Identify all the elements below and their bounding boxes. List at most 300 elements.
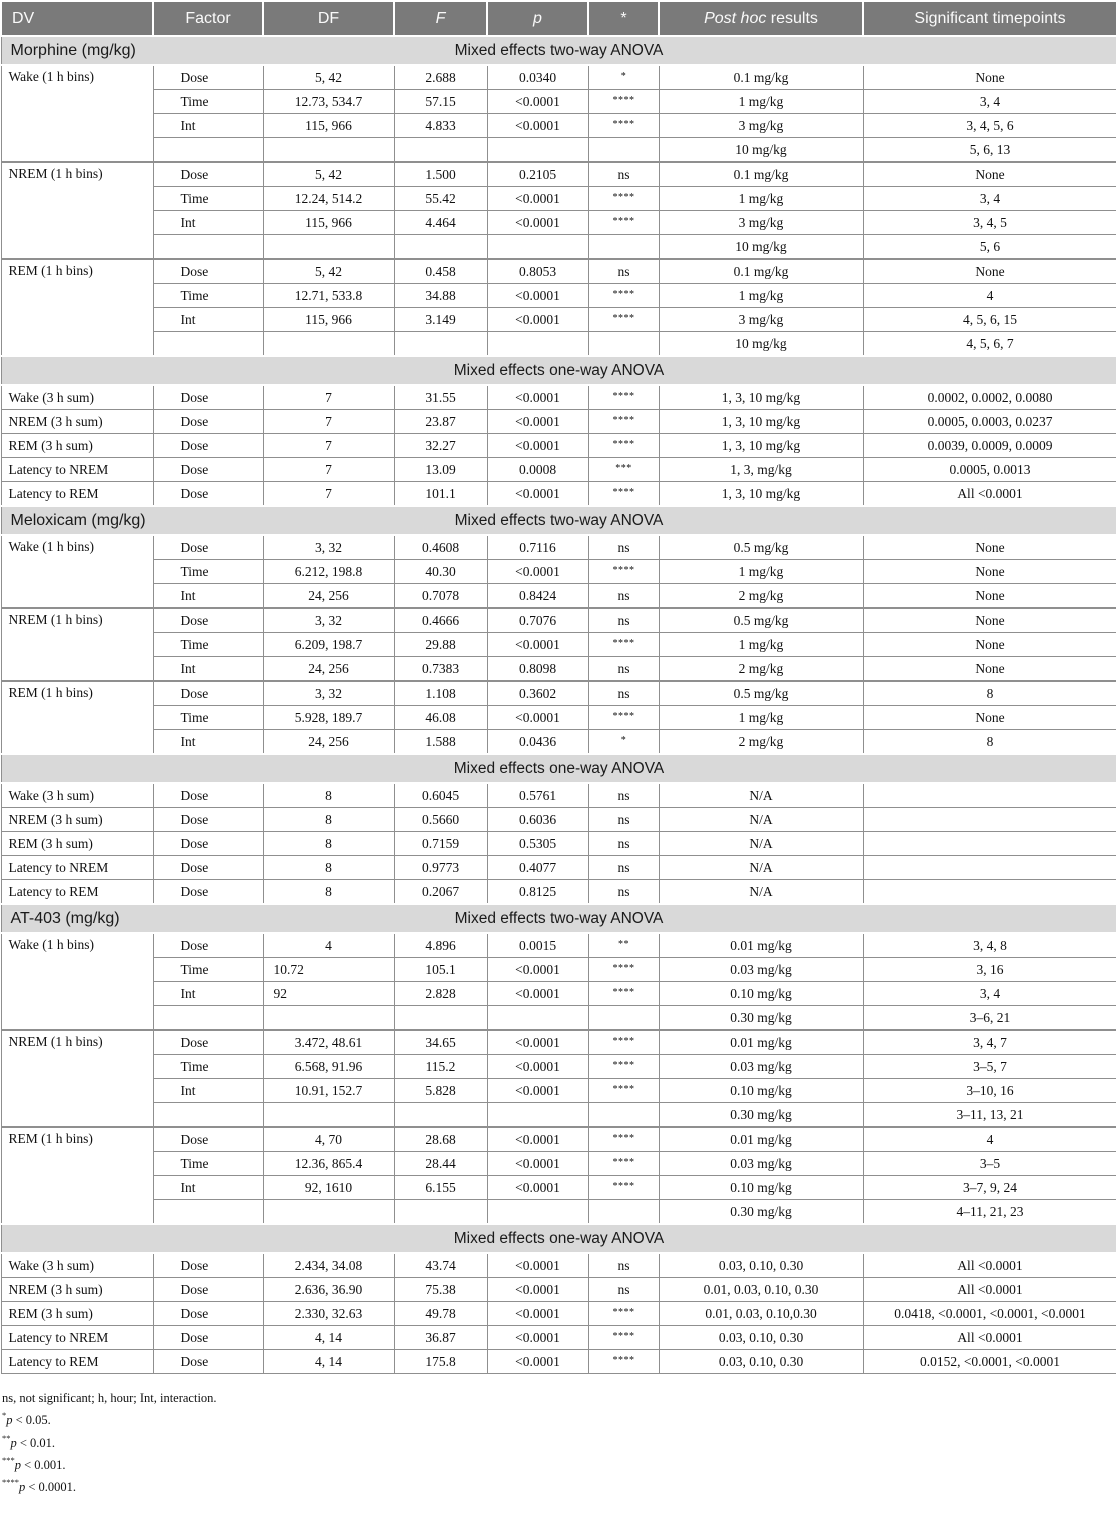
significance-stars: **** <box>612 1156 635 1168</box>
posthoc-cell: 0.10 mg/kg <box>659 1079 863 1103</box>
significance-stars: **** <box>612 1035 635 1047</box>
posthoc-italic-label: Post hoc <box>704 9 767 27</box>
posthoc-cell: 0.30 mg/kg <box>659 1200 863 1225</box>
significance-stars: **** <box>612 438 635 450</box>
df-cell: 24, 256 <box>263 657 394 682</box>
factor-cell: Dose <box>153 783 263 808</box>
col-header-df: DF <box>263 1 394 36</box>
df-cell <box>263 1200 394 1225</box>
significance-cell: ns <box>588 1253 659 1278</box>
section-band-row <box>1 754 1116 783</box>
significance-cell <box>588 332 659 357</box>
table-row <box>1 880 1116 905</box>
significance-cell <box>588 633 659 657</box>
posthoc-cell: 0.30 mg/kg <box>659 1103 863 1128</box>
posthoc-cell: 10 mg/kg <box>659 235 863 260</box>
table-row <box>1 410 1116 434</box>
posthoc-cell: 0.01 mg/kg <box>659 1127 863 1152</box>
p-value-cell: <0.0001 <box>487 1350 588 1374</box>
df-cell: 6.209, 198.7 <box>263 633 394 657</box>
significance-stars: **** <box>612 312 635 324</box>
factor-cell: Dose <box>153 259 263 284</box>
posthoc-cell: 0.03, 0.10, 0.30 <box>659 1326 863 1350</box>
table-row <box>1 65 1116 90</box>
significance-stars: * <box>620 734 627 746</box>
posthoc-cell: 1 mg/kg <box>659 706 863 730</box>
posthoc-cell: 0.03 mg/kg <box>659 1152 863 1176</box>
p-value-cell: 0.0340 <box>487 65 588 90</box>
significance-cell <box>588 385 659 410</box>
p-value-cell: <0.0001 <box>487 982 588 1006</box>
f-value-cell: 1.500 <box>394 162 487 187</box>
footnote-p-symbol: p <box>6 1413 13 1428</box>
significance-cell <box>588 706 659 730</box>
f-value-cell: 2.688 <box>394 65 487 90</box>
significance-cell <box>588 235 659 260</box>
df-cell <box>263 1006 394 1031</box>
f-value-cell: 23.87 <box>394 410 487 434</box>
col-header-dv: DV <box>1 1 153 36</box>
posthoc-cell: 1, 3, mg/kg <box>659 458 863 482</box>
table-row <box>1 284 1116 308</box>
df-cell: 92 <box>263 982 394 1006</box>
posthoc-cell: N/A <box>659 808 863 832</box>
f-value-cell <box>394 1006 487 1031</box>
p-value-cell: 0.6036 <box>487 808 588 832</box>
significance-stars: * <box>620 70 627 82</box>
significance-stars: **** <box>612 215 635 227</box>
timepoints-cell: None <box>863 608 1116 633</box>
footnote-stars: *** <box>2 1454 15 1465</box>
posthoc-cell: 0.1 mg/kg <box>659 162 863 187</box>
significance-cell <box>588 482 659 507</box>
anova-type-title: Mixed effects two-way ANOVA <box>454 511 664 529</box>
factor-cell: Dose <box>153 808 263 832</box>
anova-type-title: Mixed effects one-way ANOVA <box>453 1229 665 1247</box>
factor-cell: Time <box>153 633 263 657</box>
column-header-row <box>1 1 1116 36</box>
table-row <box>1 706 1116 730</box>
posthoc-cell: 0.01 mg/kg <box>659 933 863 958</box>
factor-cell: Dose <box>153 410 263 434</box>
timepoints-cell: 3, 4, 7 <box>863 1030 1116 1055</box>
timepoints-cell: 5, 6, 13 <box>863 138 1116 163</box>
section-band <box>1 506 1116 535</box>
f-value-cell: 32.27 <box>394 434 487 458</box>
f-value-cell <box>394 1200 487 1225</box>
timepoints-cell: 3–10, 16 <box>863 1079 1116 1103</box>
posthoc-cell: 0.1 mg/kg <box>659 65 863 90</box>
dv-cell: REM (3 h sum) <box>1 832 153 856</box>
p-value-cell: 0.5305 <box>487 832 588 856</box>
table-row <box>1 162 1116 187</box>
significance-cell <box>588 65 659 90</box>
p-value-cell: <0.0001 <box>487 1030 588 1055</box>
significance-cell: ns <box>588 856 659 880</box>
timepoints-cell: 8 <box>863 681 1116 706</box>
f-value-cell: 28.44 <box>394 1152 487 1176</box>
table-row <box>1 560 1116 584</box>
significance-cell: ns <box>588 783 659 808</box>
factor-cell: Time <box>153 90 263 114</box>
footnote-threshold: < 0.01. <box>16 1435 56 1450</box>
significance-cell: ns <box>588 681 659 706</box>
p-value-cell <box>487 332 588 357</box>
posthoc-cell: 0.10 mg/kg <box>659 982 863 1006</box>
dv-cell: Wake (1 h bins) <box>1 933 153 1030</box>
p-value-cell: <0.0001 <box>487 706 588 730</box>
posthoc-cell: 0.03 mg/kg <box>659 958 863 982</box>
df-cell: 3, 32 <box>263 608 394 633</box>
significance-cell <box>588 1302 659 1326</box>
timepoints-cell: 3, 4, 8 <box>863 933 1116 958</box>
significance-cell <box>588 90 659 114</box>
df-cell: 5, 42 <box>263 259 394 284</box>
posthoc-cell: 0.01, 0.03, 0.10,0.30 <box>659 1302 863 1326</box>
factor-cell: Int <box>153 211 263 235</box>
p-value-cell: <0.0001 <box>487 114 588 138</box>
table-row <box>1 1030 1116 1055</box>
df-cell: 2.434, 34.08 <box>263 1253 394 1278</box>
significance-cell <box>588 211 659 235</box>
significance-cell <box>588 730 659 755</box>
p-value-cell <box>487 1103 588 1128</box>
significance-stars: **** <box>612 1059 635 1071</box>
footnote-p-symbol: p <box>19 1480 26 1494</box>
table-row <box>1 187 1116 211</box>
timepoints-cell: 0.0152, <0.0001, <0.0001 <box>863 1350 1116 1374</box>
section-band <box>1 36 1116 65</box>
footnote-p-symbol: p <box>14 1457 21 1472</box>
p-value-cell: <0.0001 <box>487 1055 588 1079</box>
significance-stars: **** <box>612 986 635 998</box>
timepoints-cell <box>863 880 1116 905</box>
p-value-cell: 0.7116 <box>487 535 588 560</box>
factor-cell: Dose <box>153 1127 263 1152</box>
significance-stars: **** <box>612 710 635 722</box>
p-value-cell: <0.0001 <box>487 1152 588 1176</box>
f-value-cell: 49.78 <box>394 1302 487 1326</box>
table-row <box>1 1055 1116 1079</box>
dv-cell: NREM (3 h sum) <box>1 410 153 434</box>
factor-cell <box>153 1103 263 1128</box>
table-row <box>1 783 1116 808</box>
p-value-cell: 0.3602 <box>487 681 588 706</box>
f-value-cell: 0.7078 <box>394 584 487 609</box>
significance-cell <box>588 1006 659 1031</box>
timepoints-cell: 3, 4 <box>863 90 1116 114</box>
significance-cell <box>588 284 659 308</box>
p-value-cell <box>487 138 588 163</box>
section-band-row <box>1 506 1116 535</box>
significance-stars: **** <box>612 1354 635 1366</box>
table-row <box>1 1200 1116 1225</box>
table-row <box>1 90 1116 114</box>
table-row <box>1 608 1116 633</box>
timepoints-cell: 3–5 <box>863 1152 1116 1176</box>
significance-stars: **** <box>612 118 635 130</box>
p-value-cell: <0.0001 <box>487 187 588 211</box>
p-value-cell: <0.0001 <box>487 560 588 584</box>
f-value-cell: 6.155 <box>394 1176 487 1200</box>
p-value-cell: <0.0001 <box>487 633 588 657</box>
f-value-cell: 28.68 <box>394 1127 487 1152</box>
df-cell: 8 <box>263 808 394 832</box>
dv-cell: Latency to NREM <box>1 458 153 482</box>
f-value-cell: 43.74 <box>394 1253 487 1278</box>
df-cell: 7 <box>263 410 394 434</box>
section-band <box>1 904 1116 933</box>
table-row <box>1 259 1116 284</box>
significance-cell: ns <box>588 608 659 633</box>
factor-cell: Time <box>153 187 263 211</box>
df-cell <box>263 1103 394 1128</box>
section-band <box>1 356 1116 385</box>
timepoints-cell: All <0.0001 <box>863 1326 1116 1350</box>
section-band-row <box>1 36 1116 65</box>
df-cell: 115, 966 <box>263 308 394 332</box>
table-row <box>1 1326 1116 1350</box>
f-value-cell: 34.65 <box>394 1030 487 1055</box>
timepoints-cell: None <box>863 259 1116 284</box>
table-row <box>1 1302 1116 1326</box>
factor-cell: Dose <box>153 933 263 958</box>
significance-cell: ns <box>588 162 659 187</box>
anova-type-title: Mixed effects two-way ANOVA <box>454 41 664 59</box>
factor-cell: Dose <box>153 856 263 880</box>
footnote-threshold: < 0.001. <box>21 1457 66 1472</box>
p-value-cell: <0.0001 <box>487 1127 588 1152</box>
factor-cell: Dose <box>153 1326 263 1350</box>
f-value-cell <box>394 332 487 357</box>
p-value-cell: <0.0001 <box>487 1326 588 1350</box>
table-row <box>1 633 1116 657</box>
table-row <box>1 1176 1116 1200</box>
timepoints-cell: 4, 5, 6, 15 <box>863 308 1116 332</box>
dv-cell: Latency to REM <box>1 880 153 905</box>
significance-cell <box>588 1127 659 1152</box>
col-header-factor: Factor <box>153 1 263 36</box>
df-cell: 6.568, 91.96 <box>263 1055 394 1079</box>
p-value-cell: <0.0001 <box>487 1302 588 1326</box>
posthoc-cell: 0.03, 0.10, 0.30 <box>659 1253 863 1278</box>
timepoints-cell <box>863 832 1116 856</box>
posthoc-cell: 0.10 mg/kg <box>659 1176 863 1200</box>
posthoc-cell: 1 mg/kg <box>659 284 863 308</box>
significance-stars: **** <box>612 1306 635 1318</box>
factor-cell <box>153 1006 263 1031</box>
significance-cell <box>588 458 659 482</box>
significance-cell <box>588 187 659 211</box>
significance-stars: ** <box>618 938 629 950</box>
table-row <box>1 235 1116 260</box>
df-cell: 10.72 <box>263 958 394 982</box>
significance-cell: ns <box>588 259 659 284</box>
f-value-cell: 4.896 <box>394 933 487 958</box>
factor-cell: Dose <box>153 1350 263 1374</box>
footnote-threshold: < 0.0001. <box>25 1480 77 1494</box>
timepoints-cell: All <0.0001 <box>863 1278 1116 1302</box>
timepoints-cell: 3–7, 9, 24 <box>863 1176 1116 1200</box>
df-cell <box>263 138 394 163</box>
factor-cell: Time <box>153 284 263 308</box>
table-row <box>1 482 1116 507</box>
significance-stars: **** <box>612 390 635 402</box>
timepoints-cell: None <box>863 584 1116 609</box>
table-row <box>1 1152 1116 1176</box>
posthoc-regular-label: results <box>766 9 818 27</box>
f-value-cell: 75.38 <box>394 1278 487 1302</box>
significance-stars: **** <box>612 191 635 203</box>
f-value-cell <box>394 235 487 260</box>
p-value-cell <box>487 1200 588 1225</box>
p-value-cell: <0.0001 <box>487 434 588 458</box>
posthoc-cell: N/A <box>659 832 863 856</box>
df-cell: 115, 966 <box>263 114 394 138</box>
df-cell <box>263 235 394 260</box>
table-row <box>1 856 1116 880</box>
dv-cell: NREM (3 h sum) <box>1 1278 153 1302</box>
timepoints-cell <box>863 783 1116 808</box>
factor-cell: Int <box>153 584 263 609</box>
table-row <box>1 657 1116 682</box>
table-row <box>1 1006 1116 1031</box>
p-value-cell: <0.0001 <box>487 385 588 410</box>
factor-cell: Dose <box>153 458 263 482</box>
timepoints-cell: 3–6, 21 <box>863 1006 1116 1031</box>
df-cell: 2.636, 36.90 <box>263 1278 394 1302</box>
significance-cell <box>588 958 659 982</box>
f-value-cell: 46.08 <box>394 706 487 730</box>
dv-cell: REM (3 h sum) <box>1 1302 153 1326</box>
factor-cell: Time <box>153 706 263 730</box>
df-cell: 3, 32 <box>263 535 394 560</box>
posthoc-cell: 0.01, 0.03, 0.10, 0.30 <box>659 1278 863 1302</box>
posthoc-cell: 1, 3, 10 mg/kg <box>659 434 863 458</box>
timepoints-cell <box>863 856 1116 880</box>
table-row <box>1 308 1116 332</box>
df-cell: 7 <box>263 482 394 507</box>
dv-cell: NREM (1 h bins) <box>1 162 153 259</box>
f-value-cell: 34.88 <box>394 284 487 308</box>
df-cell: 12.24, 514.2 <box>263 187 394 211</box>
posthoc-cell: 2 mg/kg <box>659 657 863 682</box>
df-cell: 7 <box>263 458 394 482</box>
df-cell: 115, 966 <box>263 211 394 235</box>
f-value-cell: 0.4608 <box>394 535 487 560</box>
dv-cell: Latency to NREM <box>1 856 153 880</box>
df-cell: 8 <box>263 856 394 880</box>
factor-cell: Dose <box>153 162 263 187</box>
df-cell: 5.928, 189.7 <box>263 706 394 730</box>
f-value-cell <box>394 138 487 163</box>
anova-type-title: Mixed effects one-way ANOVA <box>453 361 665 379</box>
df-cell: 92, 1610 <box>263 1176 394 1200</box>
timepoints-cell: None <box>863 657 1116 682</box>
df-cell: 24, 256 <box>263 584 394 609</box>
dv-cell: NREM (1 h bins) <box>1 1030 153 1127</box>
posthoc-cell: 0.03, 0.10, 0.30 <box>659 1350 863 1374</box>
significance-cell <box>588 1326 659 1350</box>
footnote-stars: **** <box>2 1477 19 1487</box>
factor-cell: Dose <box>153 1302 263 1326</box>
significance-cell <box>588 410 659 434</box>
col-header-p: p <box>487 1 588 36</box>
factor-cell: Dose <box>153 1253 263 1278</box>
factor-cell: Int <box>153 1079 263 1103</box>
df-cell: 5, 42 <box>263 65 394 90</box>
factor-cell <box>153 235 263 260</box>
p-value-cell: <0.0001 <box>487 410 588 434</box>
col-header-f: F <box>394 1 487 36</box>
factor-cell: Dose <box>153 832 263 856</box>
f-value-cell: 4.833 <box>394 114 487 138</box>
f-value-cell: 31.55 <box>394 385 487 410</box>
df-cell: 24, 256 <box>263 730 394 755</box>
p-value-cell: <0.0001 <box>487 211 588 235</box>
p-value-cell: 0.8053 <box>487 259 588 284</box>
significance-stars: **** <box>612 486 635 498</box>
timepoints-cell: 0.0005, 0.0013 <box>863 458 1116 482</box>
f-value-cell: 101.1 <box>394 482 487 507</box>
f-value-cell: 0.4666 <box>394 608 487 633</box>
posthoc-cell: 3 mg/kg <box>659 114 863 138</box>
significance-cell: ns <box>588 808 659 832</box>
timepoints-cell <box>863 808 1116 832</box>
significance-cell <box>588 982 659 1006</box>
p-value-cell: <0.0001 <box>487 284 588 308</box>
p-value-cell: 0.7076 <box>487 608 588 633</box>
df-cell: 2.330, 32.63 <box>263 1302 394 1326</box>
p-value-cell: 0.8098 <box>487 657 588 682</box>
table-row <box>1 832 1116 856</box>
dv-cell: Latency to REM <box>1 1350 153 1374</box>
timepoints-cell: 0.0002, 0.0002, 0.0080 <box>863 385 1116 410</box>
f-value-cell: 55.42 <box>394 187 487 211</box>
drug-name-label: Morphine (mg/kg) <box>10 41 136 59</box>
posthoc-cell: 0.5 mg/kg <box>659 535 863 560</box>
df-cell: 5, 42 <box>263 162 394 187</box>
significance-stars: **** <box>612 414 635 426</box>
f-value-cell: 0.7383 <box>394 657 487 682</box>
posthoc-cell: 1 mg/kg <box>659 633 863 657</box>
p-value-cell: <0.0001 <box>487 482 588 507</box>
timepoints-cell: 4 <box>863 1127 1116 1152</box>
posthoc-cell: 1, 3, 10 mg/kg <box>659 385 863 410</box>
table-row <box>1 1350 1116 1374</box>
significance-cell <box>588 1200 659 1225</box>
timepoints-cell: 3, 4, 5 <box>863 211 1116 235</box>
p-value-cell: 0.0436 <box>487 730 588 755</box>
posthoc-cell: 0.5 mg/kg <box>659 608 863 633</box>
factor-cell: Int <box>153 308 263 332</box>
timepoints-cell: 4–11, 21, 23 <box>863 1200 1116 1225</box>
section-band <box>1 754 1116 783</box>
col-header-significance: * <box>588 1 659 36</box>
factor-cell: Dose <box>153 880 263 905</box>
significance-cell <box>588 114 659 138</box>
p-value-cell: 0.5761 <box>487 783 588 808</box>
df-cell: 8 <box>263 832 394 856</box>
dv-cell: NREM (3 h sum) <box>1 808 153 832</box>
table-row <box>1 385 1116 410</box>
section-band-row <box>1 356 1116 385</box>
df-cell: 6.212, 198.8 <box>263 560 394 584</box>
table-row <box>1 730 1116 755</box>
p-value-cell <box>487 235 588 260</box>
timepoints-cell: 0.0039, 0.0009, 0.0009 <box>863 434 1116 458</box>
significance-cell <box>588 434 659 458</box>
